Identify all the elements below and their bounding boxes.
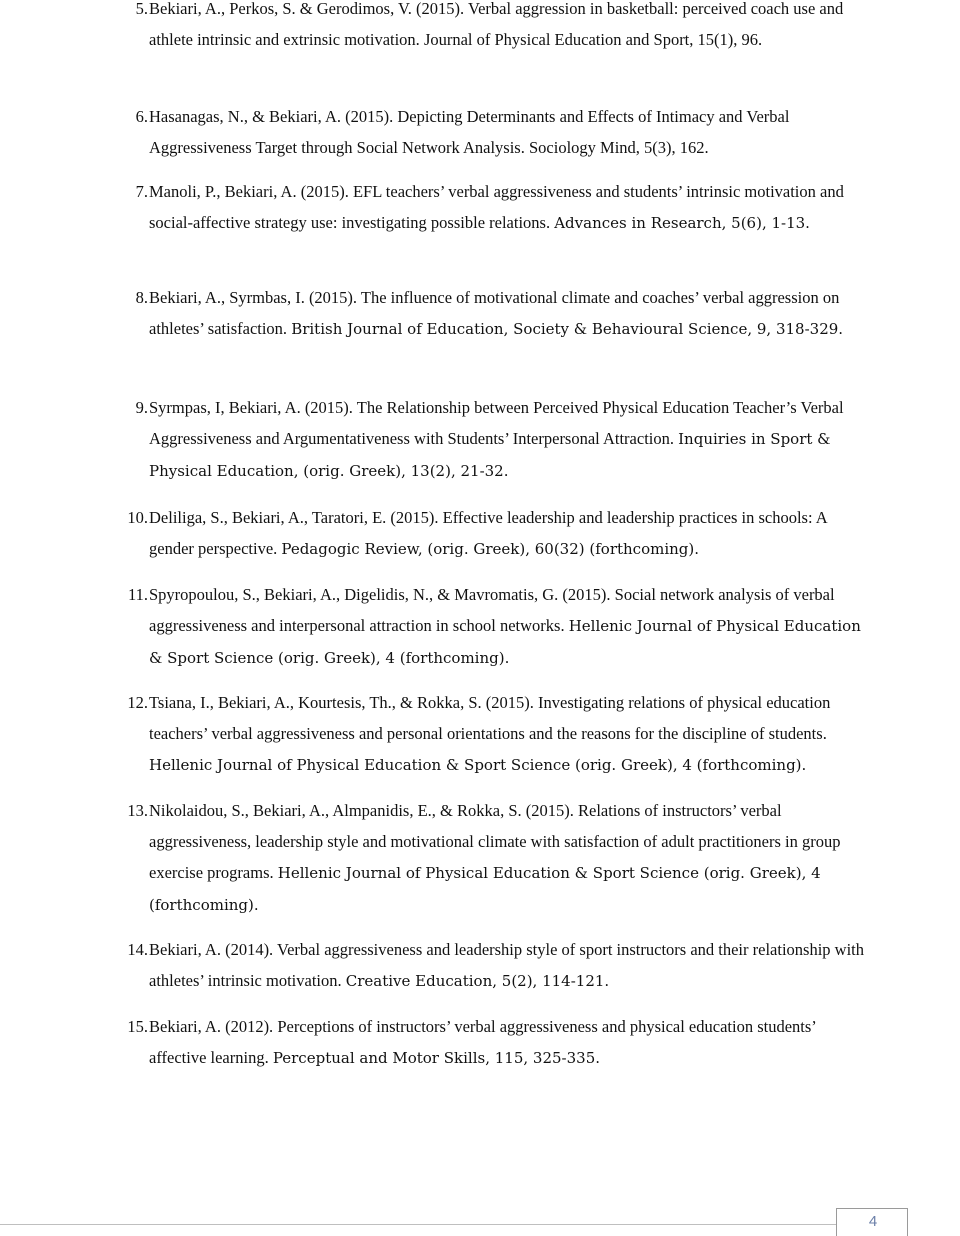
reference-source: Advances in Research, 5(6), 1-13.: [554, 214, 810, 232]
reference-source: Pedagogic Review, (orig. Greek), 60(32) (forthcoming).: [281, 540, 700, 558]
reference-source: British Journal of Education, Society & Behavioural Science, 9, 318-329.: [291, 320, 844, 338]
reference-number: 10.: [127, 508, 148, 527]
reference-item: [0, 0, 960, 55]
reference-authors: Bekiari, A., Perkos, S. & Gerodimos, V. (2015).: [149, 0, 465, 18]
reference-authors: Spyropoulou, S., Bekiari, A., Digelidis, N., & Mavromatis, G. (2015).: [149, 585, 611, 604]
reference-title: Verbal aggressiveness and leadership style of sport instructors and their relationship with athletes’ intrinsic motivation.: [149, 940, 864, 990]
reference-number: 7.: [135, 182, 148, 201]
reference-source: Journal of Physical Education and Sport, 15(1), 96.: [423, 30, 763, 49]
reference-authors: Manoli, P., Bekiari, A. (2015).: [149, 182, 349, 201]
reference-authors: Hasanagas, N., & Bekiari, A. (2015).: [149, 107, 394, 126]
reference-item: [0, 1011, 960, 1074]
reference-authors: Nikolaidou, S., Bekiari, A., Almpanidis, E., & Rokka, S. (2015).: [149, 801, 574, 820]
reference-number: 5.: [135, 0, 148, 18]
reference-source: Hellenic Journal of Physical Education & Sport Science (orig. Greek), 4 (forthcoming).: [149, 756, 807, 774]
reference-text: [149, 392, 871, 487]
reference-title: Investigating relations of physical education teachers’ verbal aggressiveness and personal orientations and the reasons for the discipline of students.: [149, 693, 831, 743]
reference-title: Social network analysis of verbal aggressiveness and interpersonal attraction in school networks.: [149, 585, 835, 635]
page-footer: [0, 1200, 960, 1229]
reference-title: Depicting Determinants and Effects of Intimacy and Verbal Aggressiveness Target through Social Network Analysis.: [149, 107, 790, 157]
reference-title: Effective leadership and leadership practices in schools: A gender perspective.: [149, 508, 827, 558]
reference-source: Sociology Mind, 5(3), 162.: [528, 138, 709, 157]
reference-authors: Bekiari, A., Syrmbas, I. (2015).: [149, 288, 358, 307]
reference-item: [0, 579, 960, 674]
reference-number: 6.: [135, 107, 148, 126]
reference-source: Inquiries in Sport & Physical Education, (orig. Greek), 13(2), 21-32.: [149, 430, 831, 480]
page-number: 4: [868, 1213, 878, 1230]
footer-divider: [0, 1224, 836, 1225]
page-number-box: [836, 1208, 908, 1236]
reference-text: [149, 176, 871, 239]
reference-item: [0, 392, 960, 487]
reference-title: Verbal aggression in basketball: perceived coach use and athlete intrinsic and extrinsic motivation.: [149, 0, 844, 49]
reference-text: [149, 282, 871, 345]
reference-text: [149, 687, 871, 781]
reference-authors: Bekiari, A. (2012).: [149, 1017, 274, 1036]
reference-title: The Relationship between Perceived Physical Education Teacher’s Verbal Aggressiveness and Argumentativeness with Students’ Interpersonal Attraction.: [149, 398, 844, 448]
reference-item: [0, 101, 960, 163]
reference-source: Creative Education, 5(2), 114-121.: [345, 972, 610, 990]
reference-item: [0, 282, 960, 345]
reference-authors: Bekiari, A. (2014).: [149, 940, 274, 959]
reference-text: [149, 934, 871, 997]
reference-title: The influence of motivational climate and coaches’ verbal aggression on athletes’ satisfaction.: [149, 288, 840, 338]
reference-authors: Deliliga, S., Bekiari, A., Taratori, E. (2015).: [149, 508, 439, 527]
reference-source: Hellenic Journal of Physical Education & Sport Science (orig. Greek), 4 (forthcoming).: [149, 617, 861, 667]
reference-number: 11.: [127, 585, 148, 604]
reference-number: 13.: [127, 801, 148, 820]
reference-text: [149, 795, 871, 921]
reference-title: EFL teachers’ verbal aggressiveness and students’ intrinsic motivation and social-affective strategy use: investigating possible relations.: [149, 182, 844, 232]
reference-number: 15.: [127, 1017, 148, 1036]
reference-source: Hellenic Journal of Physical Education & Sport Science (orig. Greek), 4 (forthcoming).: [149, 864, 821, 914]
reference-item: [0, 934, 960, 997]
reference-number: 9.: [135, 398, 148, 417]
reference-number: 12.: [127, 693, 148, 712]
reference-item: [0, 795, 960, 921]
reference-source: Perceptual and Motor Skills, 115, 325-335.: [272, 1049, 601, 1067]
reference-item: [0, 502, 960, 565]
reference-text: [149, 0, 871, 55]
reference-item: [0, 687, 960, 781]
reference-title: Perceptions of instructors’ verbal aggressiveness and physical education students’ affective learning.: [149, 1017, 816, 1067]
reference-number: 8.: [135, 288, 148, 307]
reference-authors: Tsiana, I., Bekiari, A., Kourtesis, Th., & Rokka, S. (2015).: [149, 693, 534, 712]
reference-text: [149, 579, 871, 674]
reference-number: 14.: [127, 940, 148, 959]
reference-title: Relations of instructors’ verbal aggressiveness, leadership style and motivational climate with satisfaction of adult practitioners in group exercise programs.: [149, 801, 841, 882]
reference-authors: Syrmpas, I, Bekiari, A. (2015).: [149, 398, 353, 417]
reference-text: [149, 101, 871, 163]
reference-item: [0, 176, 960, 239]
reference-text: [149, 1011, 871, 1074]
reference-text: [149, 502, 871, 565]
